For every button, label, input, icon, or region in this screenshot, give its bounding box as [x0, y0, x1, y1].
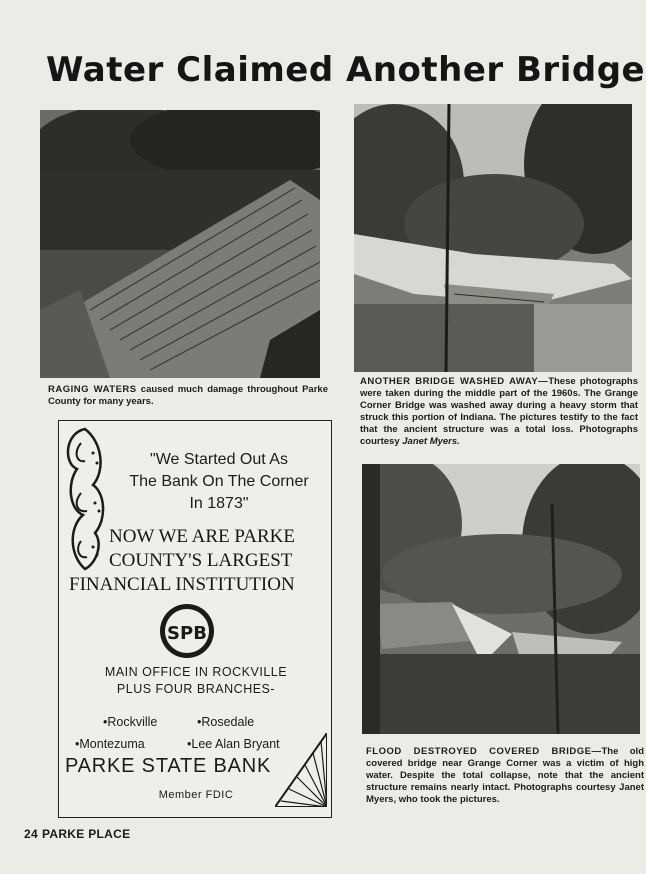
photo-raging-waters — [40, 110, 320, 378]
ad-office-info: MAIN OFFICE IN ROCKVILLE PLUS FOUR BRANCHES- — [104, 665, 288, 696]
page-number: 24 — [24, 827, 38, 841]
ad-quote: "We Started Out As The Bank On The Corner In 1873" — [129, 451, 309, 512]
parke-state-bank-ad — [58, 420, 332, 818]
caption-flood-destroyed-bridge: FLOOD DESTROYED COVERED BRIDGE—The old covered bridge near Grange Corner was a victim of high water. Despite the total collapse, note that the ancient structure remains nearly intact. Photographs courtesy Janet Myers, who took the pictures. — [366, 746, 644, 805]
logo-text: SPB — [167, 623, 207, 644]
publication-name: PARKE PLACE — [41, 827, 131, 841]
member-fdic: Member FDIC — [158, 789, 234, 801]
page-footer — [24, 827, 130, 841]
photo-bridge-washed-away — [354, 104, 632, 372]
branch-item: •Montezuma — [75, 737, 145, 751]
caption-bridge-washed-away: ANOTHER BRIDGE WASHED AWAY—These photographs were taken during the middle part of the 1960s. The Grange Corner Bridge was washed away during a heavy storm that struck this portion of Indiana. The pictures testify to the fact that the ancient structure was a total loss. Photographs courtesy Janet Myers. — [360, 376, 638, 447]
bank-name: PARKE STATE BANK — [65, 755, 272, 777]
caption-raging-waters: RAGING WATERS caused much damage throughout Parke County for many years. — [48, 384, 328, 407]
page-title: Water Claimed Another Bridge — [46, 50, 646, 90]
branch-item: •Rockville — [103, 715, 158, 729]
corner-fan-ornament-icon — [275, 733, 327, 807]
branch-item: •Lee Alan Bryant — [187, 737, 280, 751]
branch-item: •Rosedale — [197, 715, 255, 729]
photo-flood-destroyed-bridge — [362, 464, 640, 734]
spb-logo-icon — [157, 601, 217, 661]
ad-headline: NOW WE ARE PARKE COUNTY'S LARGEST FINANCIAL INSTITUTION — [69, 526, 295, 595]
